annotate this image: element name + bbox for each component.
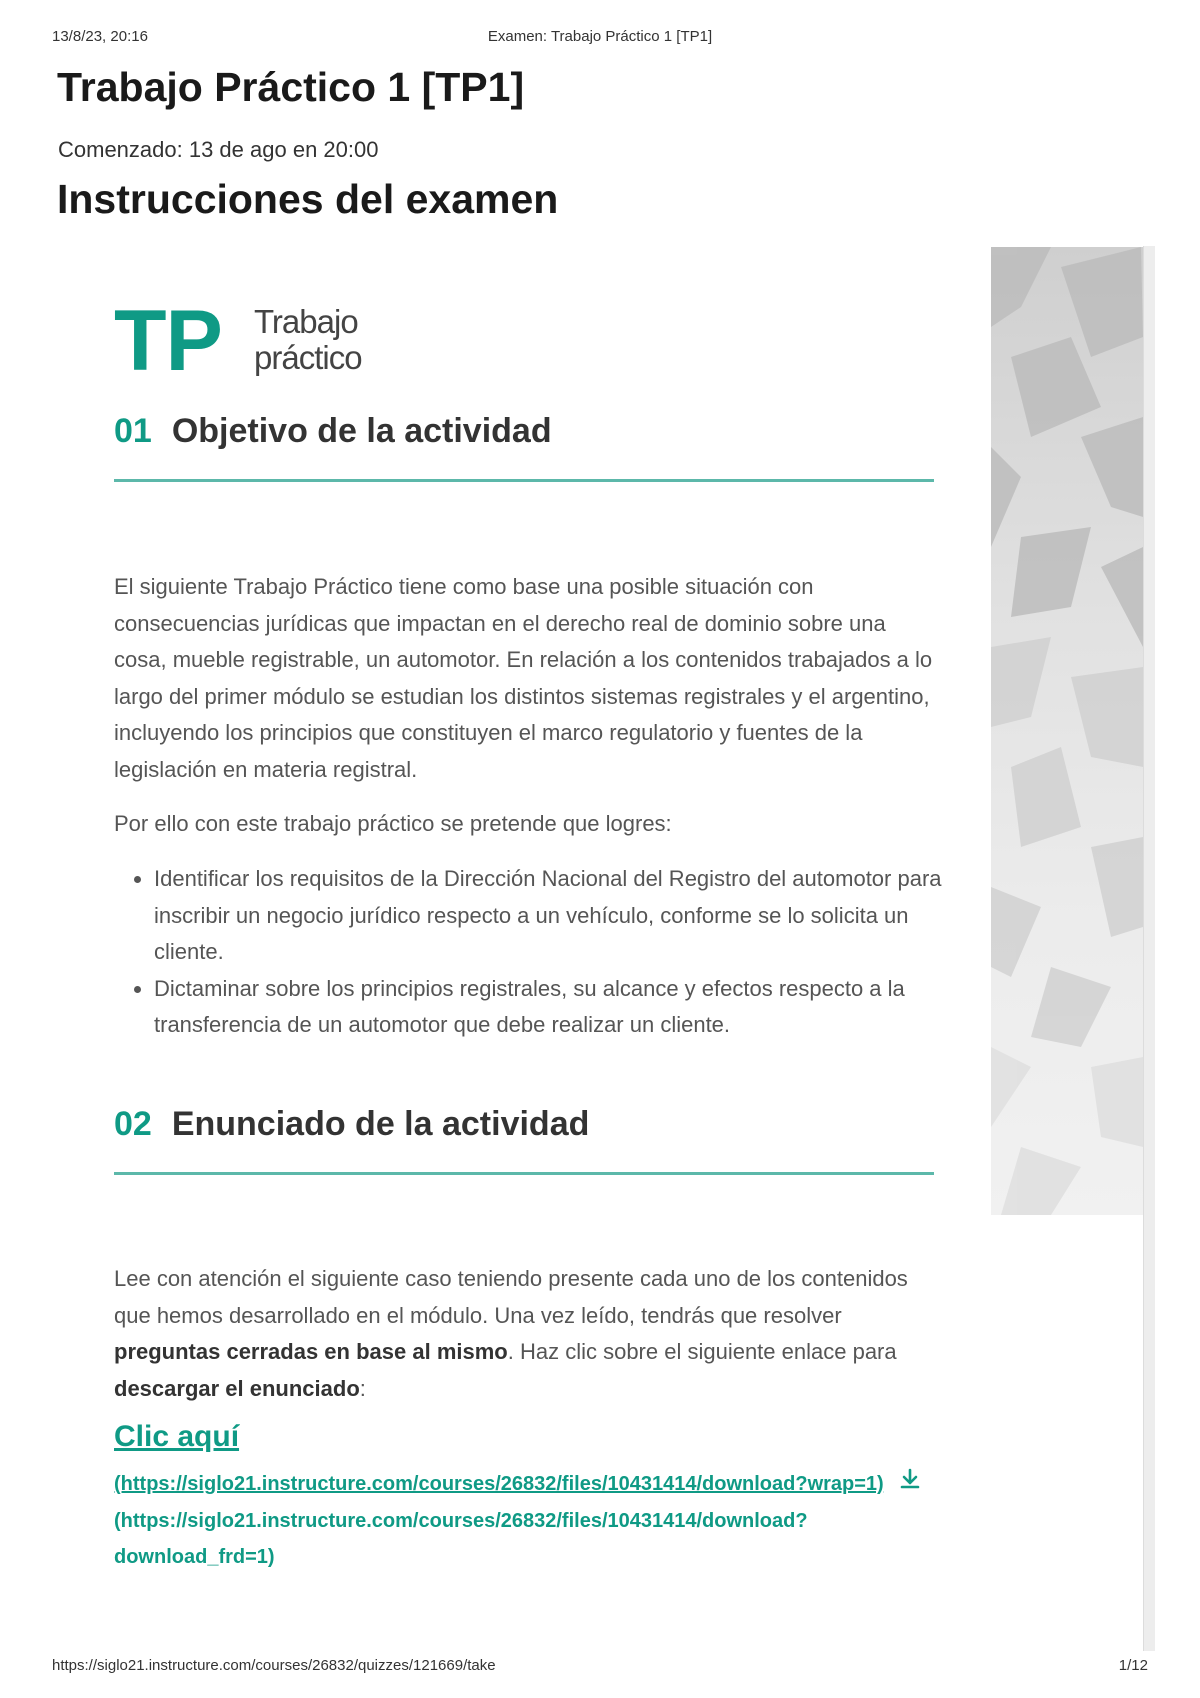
objective-paragraph: El siguiente Trabajo Práctico tiene como base una posible situación con consecuencias jurídicas que impactan en el derecho real de dominio sobre una cosa, mueble registrable, un automotor. En relación a los contenidos trabajados a lo largo del primer módulo se estudian los distintos sistemas registrales y el argentino, incluyendo los principios que constituyen el marco regulatorio y fuentes de la legislación en materia registral. (114, 574, 933, 782)
print-url: https://siglo21.instructure.com/courses/26832/quizzes/121669/take (52, 1657, 496, 1674)
goals-list (114, 861, 974, 1044)
tp-logo-text (254, 304, 362, 376)
print-header (0, 28, 1200, 48)
tp-logo (114, 293, 434, 389)
download-link-label[interactable]: Clic aquí (114, 1420, 240, 1453)
section-number: 01 (114, 412, 152, 450)
statement-bold: preguntas cerradas en base al mismo (114, 1339, 508, 1364)
statement-text: Lee con atención el siguiente caso teniendo presente cada uno de los contenidos que hemos desarrollado en el módulo. Una vez leído, tendrás que resolver (114, 1266, 908, 1328)
objective-intro: Por ello con este trabajo práctico se pretende que logres: (114, 811, 672, 836)
print-doc-title: Examen: Trabajo Práctico 1 [TP1] (487, 28, 713, 45)
statement-text: : (359, 1375, 366, 1401)
tp-logo-line2: práctico (254, 339, 362, 376)
section-objective-heading (114, 412, 934, 451)
architecture-pattern-graphic (991, 247, 1143, 1215)
tp-logo-line1: Trabajo (254, 303, 358, 340)
section-title: Objetivo de la actividad (171, 412, 552, 450)
print-datetime: 13/8/23, 20:16 (52, 28, 148, 45)
print-footer (0, 1657, 1200, 1677)
goal-item: • Dictaminar sobre los principios registrales, su alcance y efectos respecto a la transferencia de un automotor que debe realizar un cliente. (154, 971, 974, 1044)
decorative-side-image (991, 247, 1143, 1215)
statement-bold: descargar el enunciado (114, 1375, 360, 1401)
statement-text: . Haz clic sobre el siguiente enlace para (507, 1339, 897, 1364)
print-page-number: 1/12 (1118, 1657, 1148, 1674)
section-statement-heading (114, 1105, 934, 1144)
download-url-wrap[interactable]: (https://siglo21.instructure.com/courses/26832/files/10431414/download?wrap=1) (114, 1473, 884, 1495)
tp-logo-mark: TP (114, 293, 222, 389)
download-links (114, 1466, 934, 1576)
instructions-heading: Instrucciones del examen (57, 176, 559, 222)
download-url-line (114, 1466, 934, 1503)
started-at: Comenzado: 13 de ago en 20:00 (58, 137, 379, 162)
statement-paragraph (114, 1261, 934, 1407)
section-title: Enunciado de la actividad (171, 1105, 590, 1143)
goal-item: • Identificar los requisitos de la Dirección Nacional del Registro del automotor para inscribir un negocio jurídico respecto a un vehículo, conforme se lo solicita un cliente. (154, 861, 974, 971)
section-divider (114, 479, 934, 482)
download-icon[interactable] (899, 1466, 921, 1503)
download-url-frd[interactable]: (https://siglo21.instructure.com/courses/26832/files/10431414/download?download_frd=1) (114, 1509, 808, 1569)
section-divider (114, 1172, 934, 1175)
section-number: 02 (114, 1105, 152, 1143)
page-title: Trabajo Práctico 1 [TP1] (57, 64, 525, 110)
scrollbar[interactable] (1143, 246, 1155, 1651)
